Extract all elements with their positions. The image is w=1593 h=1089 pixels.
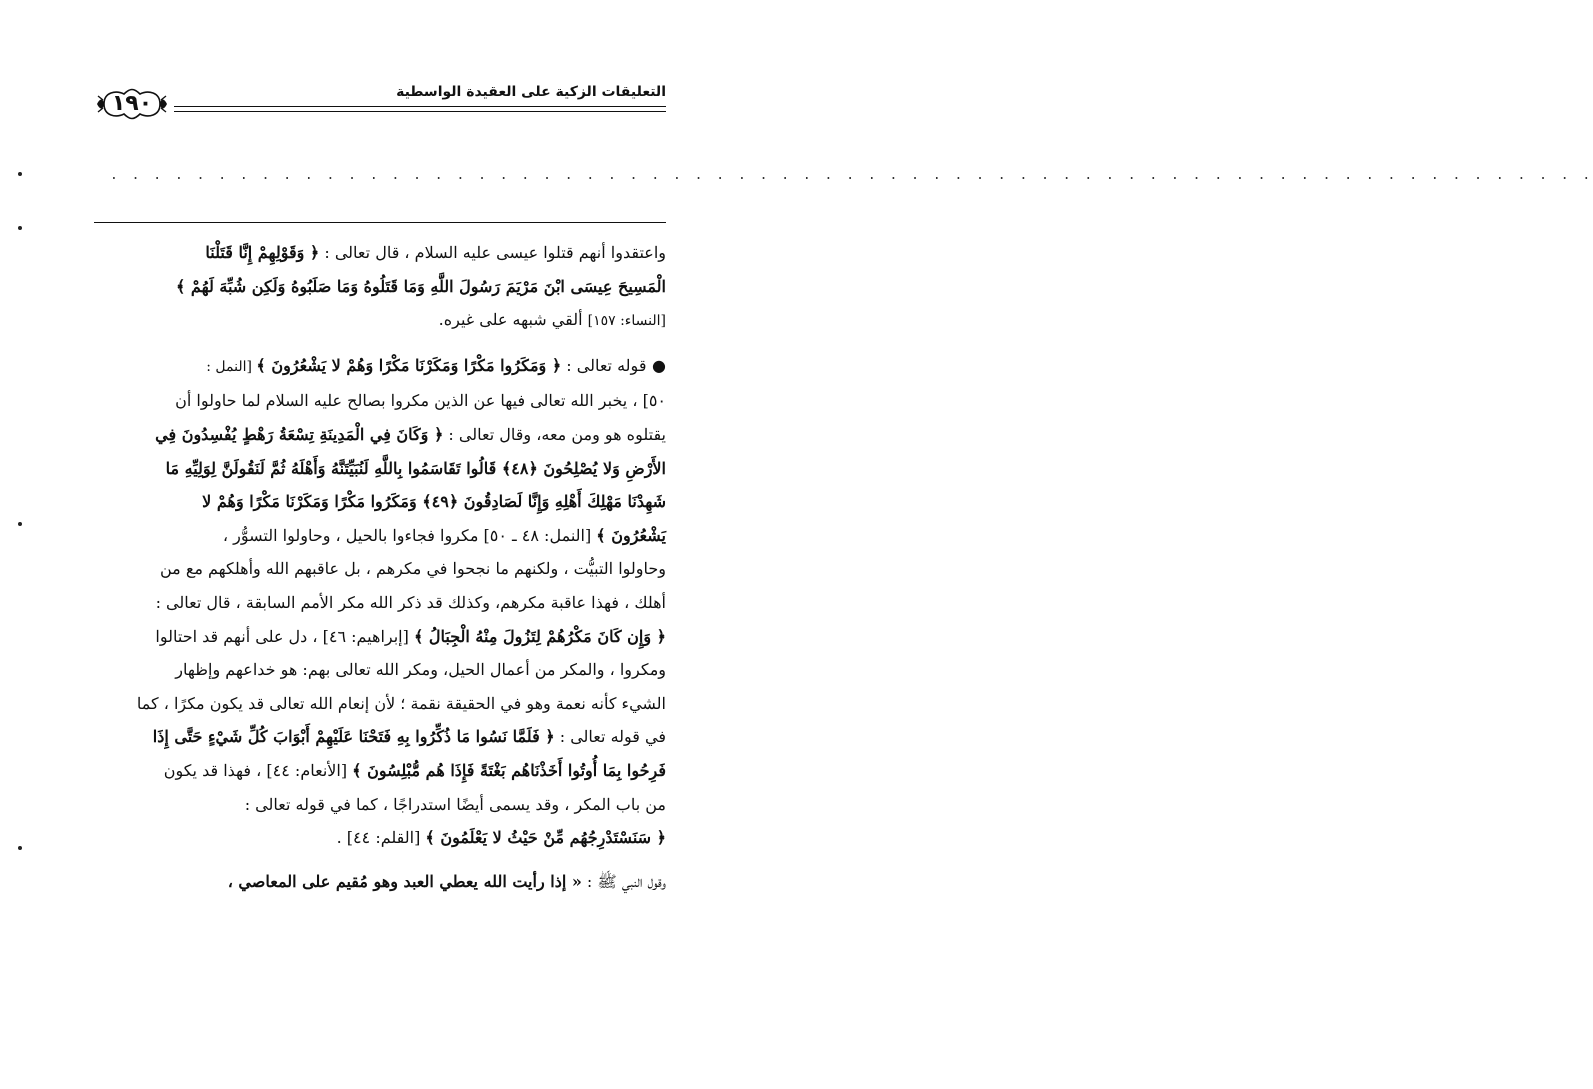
page-header bbox=[94, 80, 666, 126]
quran-verse: شَهِدْنَا مَهْلِكَ أَهْلِهِ وَإِنَّا لَصَادِقُونَ ﴿٤٩﴾ وَمَكَرُوا مَكْرًا وَمَكَرْنَا مَكْرًا وَهُمْ لا bbox=[202, 492, 666, 512]
text-line bbox=[94, 865, 666, 899]
margin-mark bbox=[18, 846, 22, 850]
quran-verse: ﴿ فَلَمَّا نَسُوا مَا ذُكِّرُوا بِهِ فَتَحْنَا عَلَيْهِمْ أَبْوَابَ كُلِّ شَيْءٍ حَتَّى إِذَا bbox=[152, 727, 555, 747]
text-line bbox=[94, 418, 666, 452]
text-line bbox=[94, 236, 666, 270]
text: وقول النبي ﷺ : bbox=[581, 871, 666, 891]
header-rule-top bbox=[174, 106, 666, 107]
text-line bbox=[94, 303, 666, 339]
text: [إبراهيم: ٤٦] ، دل على أنهم قد احتالوا bbox=[155, 626, 414, 646]
verse-reference: [النساء: ١٥٧] bbox=[587, 313, 666, 330]
text-line bbox=[94, 349, 666, 385]
text-line: الشيء كأنه نعمة وهو في الحقيقة نقمة ؛ لأن إنعام الله تعالى قد يكون مكرًا ، كما bbox=[136, 693, 666, 713]
text: [القلم: ٤٤] . bbox=[336, 828, 426, 848]
section-divider bbox=[94, 222, 666, 223]
text: في قوله تعالى : bbox=[554, 727, 666, 747]
text-line: ٥٠] ، يخبر الله تعالى فيها عن الذين مكروا بصالح عليه السلام لما حاولوا أن bbox=[175, 391, 666, 411]
quran-verse: ﴿ وَمَكَرُوا مَكْرًا وَمَكَرْنَا مَكْرًا وَهُمْ لا يَشْعُرُونَ ﴾ bbox=[256, 355, 562, 375]
hadith-quote: « إذا رأيت الله يعطي العبد وهو مُقيم على المعاصي ، bbox=[227, 871, 582, 891]
quran-verse: الْمَسِيحَ عِيسَى ابْنَ مَرْيَمَ رَسُولَ اللَّهِ وَمَا قَتَلُوهُ وَمَا صَلَبُوهُ وَلَكِن شُبِّهَ لَهُمْ ﴾ bbox=[175, 276, 666, 296]
bullet-icon: ● bbox=[646, 355, 666, 375]
text-line bbox=[94, 620, 666, 654]
text-line bbox=[94, 754, 666, 788]
margin-mark bbox=[18, 226, 22, 230]
quran-verse: ﴿ وَقَوْلِهِمْ إِنَّا قَتَلْنَا bbox=[205, 243, 320, 262]
quran-verse: الأَرْضِ وَلا يُصْلِحُونَ ﴿٤٨﴾ قَالُوا تَقَاسَمُوا بِاللَّهِ لَنُبَيِّتَنَّهُ وَأَهْلَهُ ثُمَّ لَنَقُولَنَّ لِوَلِيِّهِ مَا bbox=[165, 458, 666, 478]
text-line: أهلك ، فهذا عاقبة مكرهم، وكذلك قد ذكر الله مكر الأمم السابقة ، قال تعالى : bbox=[155, 592, 666, 612]
page-number-badge bbox=[94, 84, 170, 124]
quran-verse: ﴿ وَكَانَ فِي الْمَدِينَةِ تِسْعَةُ رَهْطٍ يُفْسِدُونَ فِي bbox=[155, 424, 444, 444]
margin-mark bbox=[18, 522, 22, 526]
text: [الأنعام: ٤٤] ، فهذا قد يكون bbox=[163, 760, 353, 780]
text: واعتقدوا أنهم قتلوا عيسى عليه السلام ، قال تعالى : bbox=[319, 243, 666, 262]
text: قوله تعالى : bbox=[561, 355, 647, 375]
text-line: وحاولوا التبيُّت ، ولكنهم ما نجحوا في مكرهم ، بل عاقبهم الله وأهلكهم مع من bbox=[160, 559, 666, 579]
verse-reference: [النمل : bbox=[206, 358, 257, 375]
text-line: ومكروا ، والمكر من أعمال الحيل، ومكر الله تعالى بهم: هو خداعهم وإظهار bbox=[175, 660, 666, 680]
header-rule-bottom bbox=[174, 111, 666, 112]
text: [النمل: ٤٨ ـ ٥٠] مكروا فجاءوا بالحيل ، وحاولوا التسوُّر ، bbox=[222, 525, 597, 545]
margin-mark bbox=[18, 172, 22, 176]
page-body bbox=[94, 236, 666, 898]
text: يقتلوه هو ومن معه، وقال تعالى : bbox=[443, 424, 666, 444]
quran-verse: فَرِحُوا بِمَا أُوتُوا أَخَذْنَاهُم بَغْتَةً فَإِذَا هُم مُّبْلِسُونَ ﴾ bbox=[352, 760, 666, 780]
text-line bbox=[94, 821, 666, 855]
book-title: التعليقات الزكية على العقيدة الواسطية bbox=[396, 84, 666, 100]
text-line: من باب المكر ، وقد يسمى أيضًا استدراجًا ، كما في قوله تعالى : bbox=[244, 794, 666, 814]
page-number: ١٩٠ bbox=[111, 91, 153, 116]
quran-verse: ﴿ وَإِن كَانَ مَكْرُهُمْ لِتَزُولَ مِنْهُ الْجِبَالُ ﴾ bbox=[413, 626, 666, 646]
text-line bbox=[94, 519, 666, 553]
quran-verse: ﴿ سَنَسْتَدْرِجُهُم مِّنْ حَيْثُ لا يَعْلَمُونَ ﴾ bbox=[425, 828, 666, 848]
dotted-separator: . . . . . . . . . . . . . . . . . . . . . . . . . . . . . . . . . . . . . . . . . . . . . . . . . . . . . . . . . . . . . . . . . . . . . bbox=[110, 168, 1593, 183]
text: ألقي شبهه على غيره. bbox=[438, 310, 588, 330]
text-line bbox=[94, 720, 666, 754]
quran-verse: يَشْعُرُونَ ﴾ bbox=[596, 525, 666, 545]
